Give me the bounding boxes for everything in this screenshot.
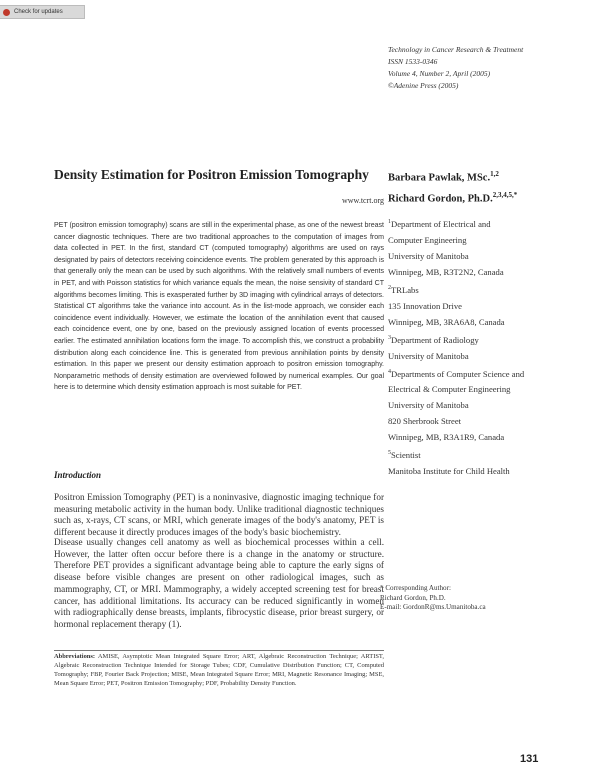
affiliation-sup: 3 <box>388 334 391 341</box>
affiliations <box>388 214 600 479</box>
journal-info <box>388 44 588 92</box>
journal-volume: Volume 4, Number 2, April (2005) <box>388 69 491 78</box>
affiliation-line <box>388 445 600 463</box>
affiliation-sup: 1 <box>388 219 391 225</box>
affiliation-line <box>388 264 600 280</box>
author-2 <box>388 187 598 208</box>
affiliation-text: Winnipeg, MB, R3T2N2, Canada <box>388 266 504 277</box>
abbreviations-footnote <box>54 653 384 689</box>
affiliation-line <box>388 314 600 330</box>
section-heading-introduction: Introduction <box>54 470 102 480</box>
affiliation-line <box>388 280 600 298</box>
correspondence-note <box>380 584 590 613</box>
page-number: 131 <box>520 753 539 765</box>
affiliation-line <box>388 348 600 364</box>
affiliation-text: Winnipeg, MB, 3RA6A8, Canada <box>388 316 505 327</box>
affiliation-text: Department of Radiology <box>391 334 479 345</box>
affiliation-text: Scientist <box>391 450 421 461</box>
affiliation-line <box>388 248 600 264</box>
correspondence-label: * Corresponding Author: <box>380 584 451 592</box>
abbreviations-text: AMISE, Asymptotic Mean Integrated Square Error; ART, Algebraic Reconstruction Technique; ARTIST, Algebraic Reconstruction Technique Intended for Storage Tubes; CDF, Cumulative Distribution Function; CT, Computed Tomography; FBP, Fourier Back Projection; MISE, Mean Integrated Square Error; MRI, Magnetic Resonance Imaging; MSE, Mean Square Error; PET, Positron Emission Tomography; PDF, Probability Density Function. <box>54 653 384 687</box>
affiliation-text: Computer Engineering <box>388 234 467 245</box>
author-list <box>388 166 598 207</box>
update-icon <box>3 9 10 16</box>
author-sup: 2,3,4,5,* <box>492 190 518 199</box>
affiliation-text: 135 Innovation Drive <box>388 300 462 311</box>
author-1 <box>388 166 598 187</box>
journal-name: Technology in Cancer Research & Treatment <box>388 45 524 54</box>
abstract: PET (positron emission tomography) scans are still in the experimental phase, as one of the newest breast cancer diagnostic techniques. There are two traditional approaches to the computation of images from data collected in PET. In the first, standard CT (computed tomography) algorithms are used on rays designated by pairs of detectors receiving coincidence events. The problem generated by this approach is that generally only the mean can be used by such algorithms. With the relatively small numbers of events in PET, and with Poisson statistics for which variance equals the mean, the noise sensivity of standard CT algorithms becomes limiting. This is exasperated further by 3D imaging with cylindrical arrays of detectors. Statistical CT algorithms take the variance into account. As in the list-mode approach, we consider each coincidence event individually. However, we estimate the location of the annihilation event that caused each coincidence event, one by one, based on the previously assigned location of events processed earlier. The estimated annihilation locations form the image. To accomplish this, we construct a probability distribution along each coincidence line. This is generated from previous annihilation points by density estimation. In this paper we present our density estimation approach to positron emission tomography. Nonparametric methods of density estimation are overviewed followed by numerical examples. Our goal here is to determine which density estimation approach is most suitable for PET. <box>54 222 384 392</box>
journal-website[interactable]: www.tcrt.org <box>342 196 384 205</box>
affiliation-line <box>388 381 600 397</box>
affiliation-text: 820 Sherbrook Street <box>388 416 462 427</box>
affiliation-line <box>388 232 600 248</box>
affiliation-line <box>388 413 600 429</box>
correspondence-name: Richard Gordon, Ph.D. <box>380 593 446 602</box>
affiliation-line <box>388 330 600 348</box>
affiliation-sup: 5 <box>388 450 391 457</box>
author-sup: 1,2 <box>490 170 499 178</box>
affiliation-text: Department of Electrical and <box>391 218 491 229</box>
affiliation-text: Departments of Computer Science and <box>391 368 525 379</box>
affiliation-line <box>388 298 600 314</box>
affiliation-line <box>388 429 600 445</box>
body-paragraph: Disease usually changes cell anatomy as well as biochemical processes within a cell. However, the latter often occur before there is a change in the anatomy or structure. Therefore PET provides a significant advantage being able to capture the early signs of disease before visible changes are present on other radiological images, such as mammography, CT, or MRI. Mammography, a widely accepted screening test for breast cancer, has additional limitations. Its accuracy can be reduced significantly in women with radiographically dense breasts, implants, fibrocystic disease, prior breast surgery, or hormonal replacement therapy (1). <box>54 537 384 629</box>
affiliation-text: Manitoba Institute for Child Health <box>388 466 510 477</box>
body-paragraph: Positron Emission Tomography (PET) is a noninvasive, diagnostic imaging technique for measuring metabolic activity in the human body. Unlike traditional diagnostic techniques such as, x-rays, CT scans, or MRI, which generate images of the body's anatomy, PET is different because it directly produces images of the body's basic biochemistry. <box>54 492 384 538</box>
affiliation-sup: 4 <box>388 368 391 375</box>
affiliation-text: TRLabs <box>391 284 419 295</box>
affiliation-text: University of Manitoba <box>388 400 469 411</box>
affiliation-text: University of Manitoba <box>388 350 469 361</box>
affiliation-text: Electrical & Computer Engineering <box>388 384 511 395</box>
affiliation-line <box>388 463 600 479</box>
paper-title: Density Estimation for Positron Emission Tomography <box>54 167 369 182</box>
badge-label: Check for updates <box>14 9 63 15</box>
author-name: Barbara Pawlak, MSc. <box>388 172 491 184</box>
correspondence-email[interactable]: E-mail: GordonR@ms.Umanitoba.ca <box>380 603 486 612</box>
check-for-updates-badge[interactable] <box>0 5 85 19</box>
journal-copyright: ©Adenine Press (2005) <box>388 81 459 90</box>
abbreviations-label: Abbreviations: <box>54 653 96 660</box>
affiliation-line <box>388 397 600 413</box>
affiliation-sup: 2 <box>388 284 391 291</box>
author-name: Richard Gordon, Ph.D. <box>388 193 493 204</box>
affiliation-line <box>388 364 600 382</box>
journal-issn: ISSN 1533-0346 <box>388 57 438 66</box>
affiliation-line <box>388 214 600 232</box>
footnote-divider <box>54 650 384 651</box>
affiliation-text: Winnipeg, MB, R3A1R9, Canada <box>388 432 505 443</box>
affiliation-text: University of Manitoba <box>388 250 469 261</box>
